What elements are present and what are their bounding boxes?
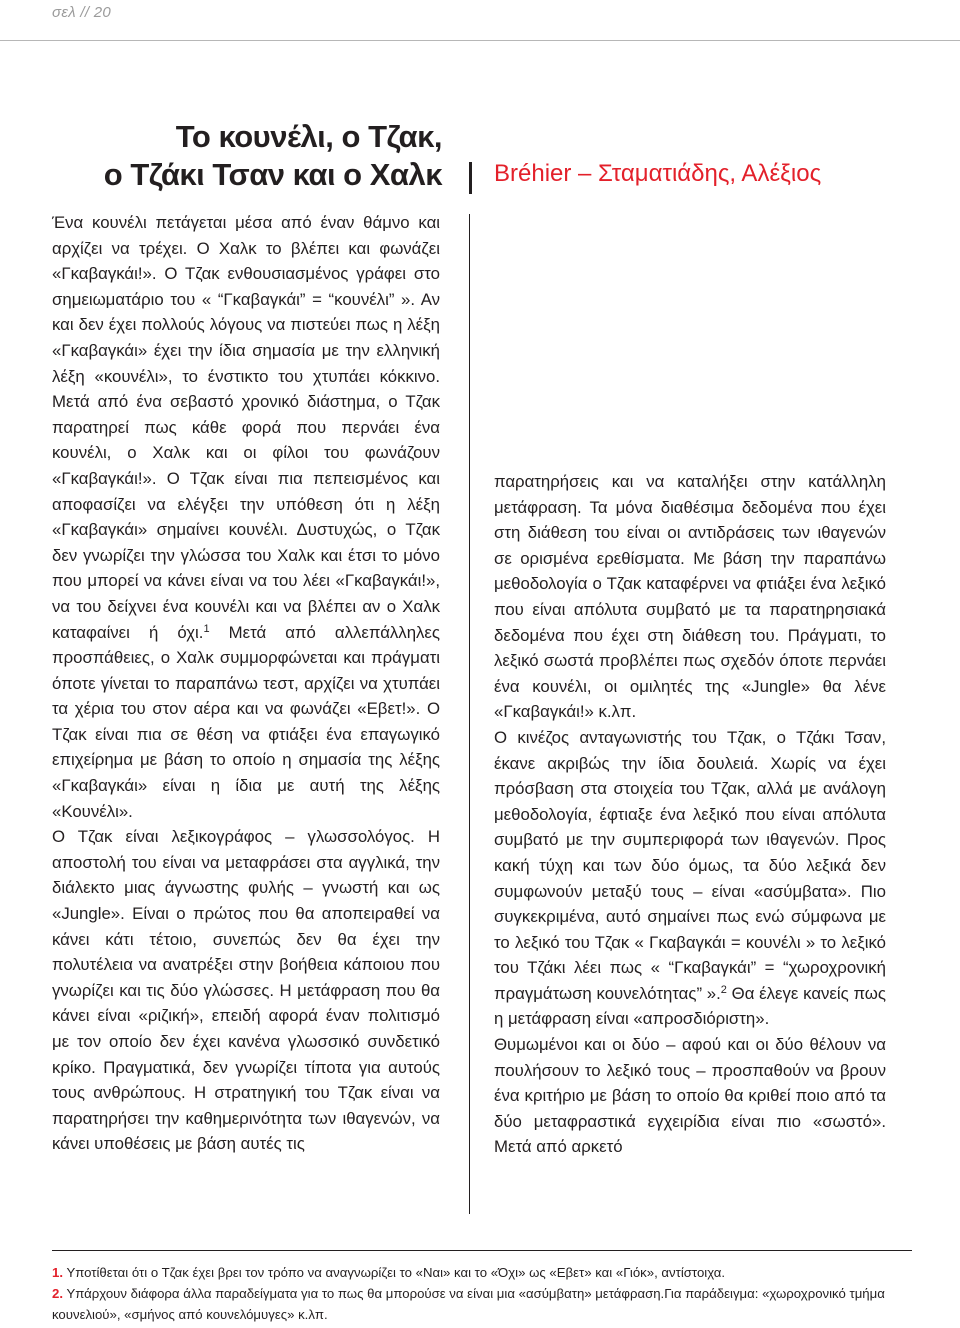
paragraph-text: Ο κινέζος ανταγωνιστής του Τζακ, ο Τζάκι Τσαν, έκανε ακριβώς την ίδια δουλειά. Χωρίς να έχει πρόσβαση στα στοιχεία του Τζακ, αλλά με ανάλογη μεθοδολογία, έφτιαξε ένα λεξικό που είναι απόλυτα συμβατό με την συμπεριφορά των ιθαγενών. Προς κακή τύχη και των δύο όμως, τα δύο λεξικά δεν συμφωνούν μεταξύ τους – είναι «ασύμβατα». Πιο συγκεκριμένα, αυτό σημαίνει πως ενώ σύμφωνα με το λεξικό του Τζακ « Γκαβαγκάι = κουνέλι » το λεξικό του Τζάκι λέει πως « “Γκαβαγκάι” = “χωροχρονική πραγμάτωση κουνελότητας” ».: [494, 727, 886, 1003]
header-rule: [0, 40, 960, 41]
column-divider: [469, 214, 470, 1214]
footnote-number: 2.: [52, 1286, 63, 1301]
page-number: σελ // 20: [52, 4, 112, 21]
footnote-ref-2: 2: [720, 983, 727, 996]
paragraph-text: Ένα κουνέλι πετάγεται μέσα από έναν θάμνο και αρχίζει να τρέχει. Ο Χαλκ το βλέπει και φωνάζει «Γκαβαγκάι!». Ο Τζακ ενθουσιασμένος γράφει στο σημειωματάριο του « “Γκαβαγκάι” = “κουνέλι” ». Αν και δεν έχει πολλούς λόγους να πιστεύει πως η λέξη «Γκαβαγκάι» έχει την ίδια σημασία με την ελληνική λέξη «κουνέλι», το ένστικτο του χτυπάει κόκκινο. Μετά από ένα σεβαστό χρονικό διάστημα, ο Τζακ παρατηρεί πως κάθε φορά που περνάει ένα κουνέλι, ο Χαλκ και οι φίλοι του φωνάζουν «Γκαβαγκάι!». Ο Τζακ είναι πια πεπεισμένος και αποφασίζει να ελέγξει την υπόθεση ότι η λέξη «Γκαβαγκάι» σημαίνει κουνέλι. Δυστυχώς, ο Τζακ δεν γνωρίζει την γλώσσα του Χαλκ και έτσι το μόνο που μπορεί να κάνει είναι να του λέει «Γκαβαγκάι!», να του δείχνει ένα κουνέλι και να βλέπει αν ο Χαλκ καταφαίνει ή όχι.: [52, 213, 440, 642]
left-column: [52, 210, 440, 1157]
article-author: Bréhier – Σταματιάδης, Αλέξιος: [494, 160, 822, 187]
paragraph-text: Θα έλεγε κανείς πως η μετάφραση είναι «απροσδιόριστη».: [494, 983, 886, 1029]
footnote-ref-1: 1: [203, 622, 210, 635]
paragraph: παρατηρήσεις και να καταλήξει στην κατάλληλη μετάφραση. Τα μόνα διαθέσιμα δεδομένα που έχει στη διάθεση του είναι οι αντιδράσεις των ιθαγενών σε ορισμένα ερεθίσματα. Με βάση την παραπάνω μεθοδολογία ο Τζακ καταφέρνει να φτιάξει ένα λεξικό που είναι απόλυτα συμβατό με τα παρατηρησιακά δεδομένα που έχει στη διάθεση του. Πράγματι, το λεξικό σωστά προβλέπει πως σχεδόν όποτε περνάει ένα κουνέλι, οι ομιλητές της «Jungle» θα λένε «Γκαβαγκάι!» κ.λπ.: [494, 472, 886, 722]
title-line-1: Το κουνέλι, ο Τζακ,: [175, 119, 442, 154]
footnotes: [52, 1262, 912, 1325]
paragraph: [494, 725, 886, 1032]
paragraph: Ο Τζακ είναι λεξικογράφος – γλωσσολόγος. Η αποστολή του είναι να μεταφράσει στα αγγλικά, την διάλεκτο μιας άγνωστης φυλής – γνωστή και ως «Jungle». Είναι ο πρώτος που θα αποπειραθεί να κάνει κάτι τέτοιο, συνεπώς δεν θα έχει την πολυτέλεια να ανατρέξει στην βοήθεια κάποιου που γνωρίζει και τις δύο γλώσσες. Η μετάφραση που θα κάνει είναι «ριζική», επειδή αφορά έναν πολιτισμό με τον οποίο δεν έχει κανένα γλωσσικό συνδετικό κρίκο. Πραγματικά, δεν γνωρίζει τίποτα για αυτούς τους ανθρώπους. Η στρατηγική του Τζακ είναι να παρατηρήσει την καθημερινότητα των ιθαγενών, να κάνει υποθέσεις με βάση αυτές τις: [52, 827, 440, 1154]
footnote-2: [52, 1283, 912, 1325]
paragraph: Θυμωμένοι και οι δύο – αφού και οι δύο θέλουν να πουλήσουν το λεξικό τους – προσπαθούν να βρουν ένα κριτήριο με βάση το οποίο θα κριθεί ποιο από τα δύο μεταφραστικά εγχειρίδια είναι πιο «σωστό». Μετά από αρκετό: [494, 1035, 886, 1157]
article-title: [52, 118, 442, 194]
footnote-1: [52, 1262, 912, 1283]
footnote-rule: [52, 1250, 912, 1251]
footnote-text: Υποτίθεται ότι ο Τζακ έχει βρει τον τρόπο να αναγνωρίζει το «Ναι» και το «Όχι» ως «Εβετ» και «Γιόκ», αντίστοιχα.: [66, 1265, 726, 1280]
footnote-number: 1.: [52, 1265, 63, 1280]
footnote-text: Υπάρχουν διάφορα άλλα παραδείγματα για το πως θα μπορούσε να είναι μια «ασύμβατη» μετάφραση.Για παράδειγμα: «χωροχρονικό τμήμα κουνελιού», «σμήνος από κουνελόμυγες» κ.λπ.: [52, 1286, 885, 1322]
title-line-2: ο Τζάκι Τσαν και ο Χαλκ: [103, 157, 442, 192]
title-accent-bar: [469, 162, 472, 194]
paragraph-text: Μετά από αλλεπάλληλες προσπάθειες, ο Χαλκ συμμορφώνεται και πράγματι όποτε γίνεται το παραπάνω τεστ, αρχίζει να χτυπάει τα χέρια του στον αέρα και να φωνάζει «Εβετ!». Ο Τζακ είναι πια σε θέση να φτιάξει ένα επαγωγικό επιχείρημα με βάση το οποίο η σημασία της λέξης «Γκαβαγκάι» είναι η ίδια με αυτή της λέξης «Κουνέλι».: [52, 622, 440, 821]
paragraph: [52, 210, 440, 824]
right-column: [494, 469, 886, 1160]
